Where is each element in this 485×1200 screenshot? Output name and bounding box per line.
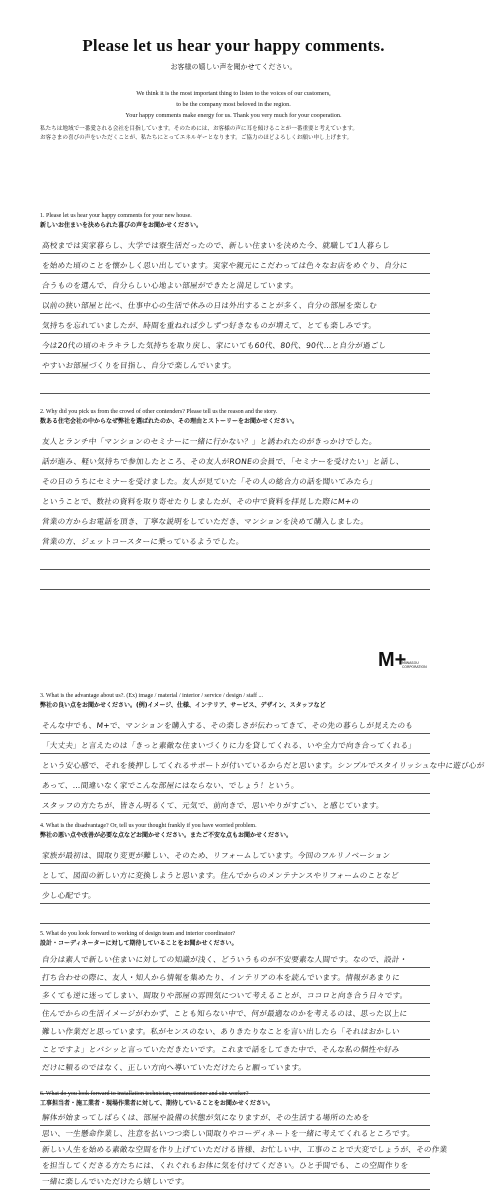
answer-line (40, 1004, 430, 1022)
logo-text-line: MIWASOU (402, 661, 419, 665)
answer-lines (40, 1110, 448, 1190)
answer-line (40, 450, 430, 470)
handwritten-text: その日のうちにセミナーを受けました。友人が見ていた「その人の総合力の話を聞いてみたら」 (41, 477, 378, 486)
question-section-4 (40, 822, 430, 924)
answer-lines (40, 950, 430, 1094)
answer-line (40, 570, 430, 590)
answer-lines (40, 714, 485, 814)
handwritten-text: 思い、一生懸命作業し、注意を払いつつ楽しい間取りやコーディネートを一緒に考えてくれるところです。 (41, 1129, 416, 1138)
question-english: 6. What do you look forward to installation technician, constructioner and site worker? (40, 1091, 249, 1097)
question-japanese: 弊社の悪い点や改善が必要な点などお聞かせください。またご不安な点もお聞かせください。 (40, 832, 293, 839)
page-subtitle: お客様の嬉しい声を聞かせてください。 (170, 63, 297, 71)
answer-line (40, 1158, 430, 1174)
answer-line (40, 314, 430, 334)
question-japanese: 弊社の良い点をお聞かせください。(例)イメージ、仕様、インテリア、サービス、デザイン、スタッフなど (40, 702, 326, 709)
handwritten-text: そんな中でも、M+で、マンションを購入する、その楽しさが伝わってきて、その先の暮らしが見えたのも (41, 721, 414, 730)
answer-line (40, 884, 430, 904)
handwritten-text: 少し心配です。 (41, 891, 97, 900)
answer-line (40, 530, 430, 550)
handwritten-text: 以前の狭い部屋と比べ、仕事中心の生活で休みの日は外出することが多く、自分の部屋を楽しむ (41, 301, 378, 310)
question-english: 5. What do you look forward to working of design team and interior coordinator? (40, 931, 236, 937)
answer-line (40, 334, 430, 354)
handwritten-text: 今は20代の頃のキラキラした気持ちを取り戻し、家にいても60代、80代、90代…と自分が過ごし (41, 341, 387, 350)
handwritten-text: 新しい人生を始める素敵な空間を作り上げていただける皆様、お忙しい中、工事のことで大変でしょうが、その作業 (41, 1145, 448, 1154)
handwritten-text: 合うものを選んで、自分らしい心地よい部屋ができたと満足しています。 (41, 281, 299, 290)
intro-line: Your happy comments make energy for us. Thank you very much for your cooperation. (125, 112, 342, 119)
question-english: 2. Why did you pick us from the crowd of other contenders? Please tell us the reason and the story. (40, 409, 278, 415)
answer-line (40, 986, 430, 1004)
question-japanese: 新しいお住まいを決められた喜びの声をお聞かせください。 (40, 222, 203, 229)
question-section-2 (40, 408, 430, 590)
handwritten-text: 自分は素人で新しい住まいに対しての知識が浅く、どういうものが不安要素な人間です。なので、設計・ (41, 955, 408, 964)
handwritten-text: 話が進み、軽い気持ちで参加したところ、その友人がRONEの会員で、「セミナーを受けたい」と話し、 (41, 457, 405, 466)
question-english: 3. What is the advantage about us?. (Ex) image / material / interior / service / design / staff ... (40, 693, 264, 699)
intro-line: to be the company most beloved in the region. (176, 101, 291, 108)
question-section-5 (40, 930, 430, 1094)
answer-line (40, 774, 430, 794)
answer-line (40, 1126, 430, 1142)
intro-jp-line: お客さまの喜びの声をいただくことが、私たちにとってエネルギーとなります。ご協力のほどよろしくお願い申し上げます。 (40, 135, 353, 141)
answer-line (40, 354, 430, 374)
handwritten-text: ことですよ」とバシッと言っていただきたいです。これまで話をしてきた中で、そんな私の個性や好み (41, 1045, 401, 1054)
answer-line (40, 254, 430, 274)
answer-line (40, 904, 430, 924)
answer-line (40, 374, 430, 394)
question-section-1 (40, 212, 430, 394)
answer-line (40, 714, 430, 734)
handwritten-text: 「大丈夫」と言えたのは「きっと素敵な住まいづくりに力を貸してくれる、いや全力で向き合ってくれる」 (41, 741, 417, 750)
handwritten-text: スタッフの方たちが、皆さん明るくて、元気で、前向きで、思いやりがすごい、と感じています。 (41, 801, 385, 810)
intro-english (0, 88, 467, 121)
handwritten-text: ということで、数社の資料を取り寄せたりしましたが、その中で資料を拝見した際にM+の (41, 497, 360, 506)
answer-line (40, 274, 430, 294)
answer-line (40, 510, 430, 530)
logo-text-line: CORPORATION (402, 665, 427, 669)
answer-line (40, 1142, 448, 1158)
answer-line (40, 470, 430, 490)
answer-line (40, 294, 430, 314)
answer-line (40, 1058, 430, 1076)
handwritten-text: 気持ちを忘れていましたが、時間を重ねれば少しずつ好きなものが増えて、とても楽しみです。 (41, 321, 377, 330)
answer-line (40, 1174, 430, 1190)
answer-line (40, 1110, 430, 1126)
answer-line (40, 430, 430, 450)
question-section-3 (40, 692, 485, 814)
intro-jp-line: 私たちは地域で一番愛される会社を目指しています。そのためには、お客様の声に耳を傾けることが一番重要と考えています。 (40, 126, 358, 132)
handwritten-text: やすいお部屋づくりを目指し、自分で楽しんでいます。 (41, 361, 237, 370)
question-japanese: 工事担当者・施工業者・現場作業者に対して、期待していることをお聞かせください。 (40, 1100, 274, 1107)
question-section-6 (40, 1090, 448, 1190)
handwritten-text: だけに頼るのではなく、正しい方向へ導いていただけたらと願っています。 (41, 1063, 307, 1072)
answer-line (40, 1040, 430, 1058)
handwritten-text: 高校までは実家暮らし、大学では寮生活だったので、新しい住まいを決めた今、就職して1人暮らし (41, 241, 391, 250)
handwritten-text: 一緒に楽しんでいただけたら嬉しいです。 (41, 1177, 190, 1186)
company-logo (378, 650, 438, 674)
answer-line (40, 794, 430, 814)
answer-line (40, 950, 430, 968)
handwritten-text: 解体が始まってしばらくは、部屋や設備の状態が気になりますが、その生活する場所のためを (41, 1113, 370, 1122)
answer-line (40, 844, 430, 864)
answer-line (40, 1022, 430, 1040)
handwritten-text: を担当してくださる方たちには、くれぐれもお体に気を付けてください。ひと手間でも、この空間作りを (41, 1161, 409, 1170)
question-japanese: 数ある住宅会社の中からなぜ弊社を選ばれたのか、その理由とストーリーをお聞かせください。 (40, 418, 299, 425)
page-header (0, 36, 467, 72)
answer-line (40, 734, 430, 754)
answer-line (40, 968, 430, 986)
handwritten-text: という安心感で、それを後押ししてくれるサポートが付いているからだと思います。シンプルでスタイリッシュな中に遊び心が (41, 761, 485, 770)
question-japanese: 設計・コーディネーターに対して期待していることをお聞かせください。 (40, 940, 238, 947)
page-title: Please let us hear your happy comments. (82, 36, 385, 55)
handwritten-text: を始めた頃のことを懐かしく思い出しています。実家や親元にこだわっては色々なお店をめぐり、自分に (41, 261, 409, 270)
intro-line: We think it is the most important thing to listen to the voices of our customers, (136, 90, 331, 97)
handwritten-text: として、図面の新しい方に変換しようと思います。住んでからのメンテナンスやリフォームのことなど (41, 871, 400, 880)
logo-mark: M+ (378, 649, 407, 671)
handwritten-text: 打ち合わせの際に、友人・知人から情報を集めたり、インテリアの本を読んでいます。情報があまりに (41, 973, 401, 982)
handwritten-text: あって、…間違いなく家でこんな部屋にはならない、でしょう！という。 (41, 781, 300, 790)
handwritten-text: 住んでからの生活イメージがわかず、ことも知らない中で、何が最適なのかを考えるのは、思った以上に (41, 1009, 408, 1018)
handwritten-text: 家族が最初は、間取り変更が難しい、そのため、リフォームしています。今回のフルリノベーション (41, 851, 391, 860)
logo-text (402, 661, 427, 669)
answer-lines (40, 234, 430, 394)
handwritten-text: 営業の方、ジェットコースターに乗っているようでした。 (41, 537, 245, 546)
intro-japanese (40, 125, 440, 143)
answer-line (40, 490, 430, 510)
handwritten-text: 難しい作業だと思っています。私がセンスのない、ありきたりなことを言い出したら「それはおかしい (41, 1027, 401, 1036)
answer-lines (40, 844, 430, 924)
question-english: 1. Please let us hear your happy comments for your new house. (40, 213, 192, 219)
answer-line (40, 234, 430, 254)
handwritten-text: 多くても逆に迷ってしまい、間取りや部屋の雰囲気について考えることが、ココロと向き合う日々です。 (41, 991, 409, 1000)
answer-lines (40, 430, 430, 590)
answer-line (40, 754, 485, 774)
question-english: 4. What is the disadvantage? Or, tell us your thought frankly if you have worried problem. (40, 823, 257, 829)
handwritten-text: 友人とランチ中「マンションのセミナーに一緒に行かない？」と誘われたのがきっかけでした。 (41, 437, 378, 446)
handwritten-text: 営業の方からお電話を頂き、丁寧な説明をしていただき、マンションを決めて購入しました。 (41, 517, 369, 526)
answer-line (40, 864, 430, 884)
answer-line (40, 550, 430, 570)
